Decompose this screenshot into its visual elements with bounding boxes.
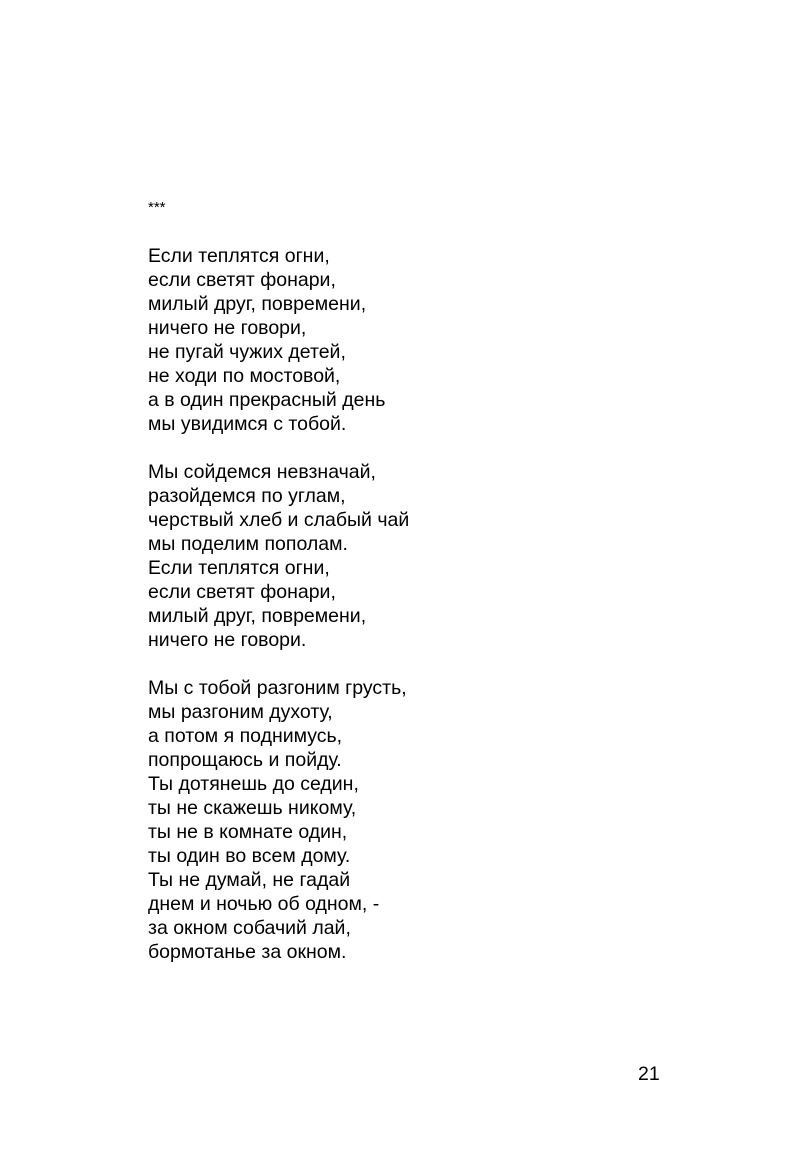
poem <box>148 196 708 988</box>
poem-line: мы поделим пополам. <box>148 533 348 555</box>
poem-line: Мы с тобой разгоним грусть, <box>148 677 407 699</box>
poem-line: не ходи по мостовой, <box>148 365 341 387</box>
poem-line: ты не скажешь никому, <box>148 797 357 819</box>
poem-line: черствый хлеб и слабый чай <box>148 509 410 531</box>
poem-line: а в один прекрасный день <box>148 389 386 411</box>
poem-line: ничего не говори, <box>148 317 307 339</box>
poem-stanza <box>148 244 708 436</box>
poem-stanzas <box>148 244 708 964</box>
poem-line: мы разгоним духоту, <box>148 701 333 723</box>
poem-line: мы увидимся с тобой. <box>148 413 347 435</box>
poem-line: ты один во всем дому. <box>148 845 351 867</box>
poem-line: Ты дотянешь до седин, <box>148 773 359 795</box>
section-separator: *** <box>148 199 166 216</box>
poem-line: днем и ночью об одном, - <box>148 893 380 915</box>
poem-line: милый друг, повремени, <box>148 605 367 627</box>
poem-line: Ты не думай, не гадай <box>148 869 351 891</box>
poem-line: а потом я поднимусь, <box>148 725 343 747</box>
poem-line: ничего не говори. <box>148 629 307 651</box>
poem-stanza <box>148 460 708 652</box>
poem-line: Если теплятся огни, <box>148 245 330 267</box>
poem-line: если светят фонари, <box>148 581 336 603</box>
poem-line: разойдемся по углам, <box>148 485 346 507</box>
poem-stanza <box>148 676 708 964</box>
poem-line: не пугай чужих детей, <box>148 341 346 363</box>
page-number: 21 <box>638 1063 660 1085</box>
poem-line: ты не в комнате один, <box>148 821 348 843</box>
poem-line: Если теплятся огни, <box>148 557 330 579</box>
poem-line: милый друг, повремени, <box>148 293 367 315</box>
poem-line: попрощаюсь и пойду. <box>148 749 342 771</box>
poem-line: за окном собачий лай, <box>148 917 351 939</box>
poem-line: Мы сойдемся невзначай, <box>148 461 376 483</box>
poem-line: бормотанье за окном. <box>148 941 347 963</box>
poem-line: если светят фонари, <box>148 269 336 291</box>
